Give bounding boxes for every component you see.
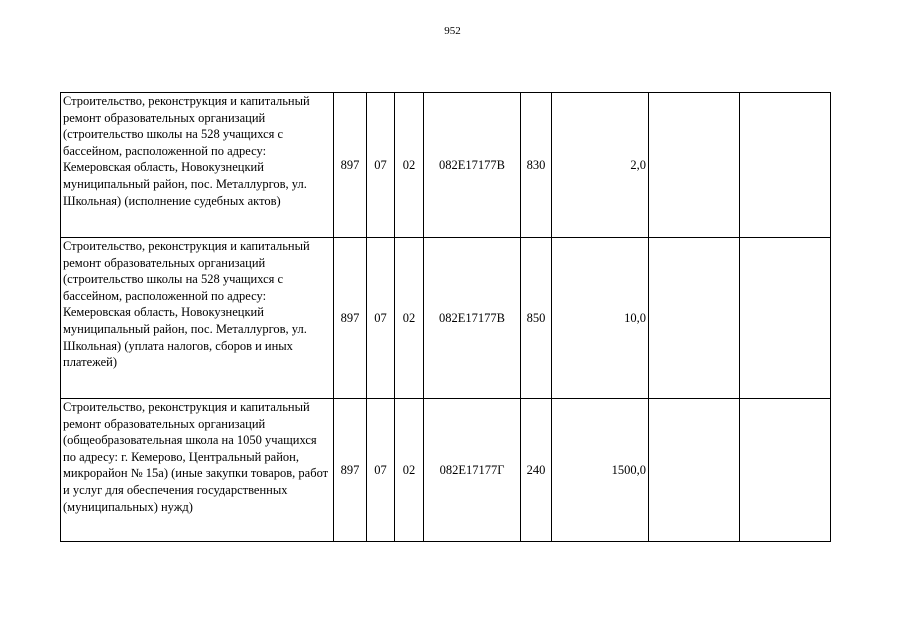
section-code: 07 <box>367 238 395 399</box>
empty-cell <box>649 399 740 542</box>
section-code: 07 <box>367 399 395 542</box>
table-row <box>61 238 831 399</box>
ministry-code: 897 <box>334 399 367 542</box>
row-description: Строительство, реконструкция и капитальный ремонт образовательных организаций (строительство школы на 528 учащихся с бассейном, расположенной по адресу: Кемеровская область, Новокузнецкий муниципальный район, пос. Металлургов, ул. Школьная) (уплата налогов, сборов и иных платежей) <box>61 238 334 399</box>
expense-type-code: 240 <box>521 399 552 542</box>
table-row <box>61 399 831 542</box>
target-article-code: 082E17177В <box>424 238 521 399</box>
row-description: Строительство, реконструкция и капитальный ремонт образовательных организаций (общеобразовательная школа на 1050 учащихся по адресу: г. Кемерово, Центральный район, микрорайон № 15а) (иные закупки товаров, работ и услуг для обеспечения государственных (муниципальных) нужд) <box>61 399 334 542</box>
amount-value: 10,0 <box>552 238 649 399</box>
empty-cell <box>740 93 831 238</box>
ministry-code: 897 <box>334 238 367 399</box>
subsection-code: 02 <box>395 399 424 542</box>
empty-cell <box>740 238 831 399</box>
amount-value: 1500,0 <box>552 399 649 542</box>
budget-table <box>60 92 831 542</box>
target-article-code: 082E17177В <box>424 93 521 238</box>
empty-cell <box>649 238 740 399</box>
subsection-code: 02 <box>395 93 424 238</box>
subsection-code: 02 <box>395 238 424 399</box>
page-number: 952 <box>444 25 461 37</box>
expense-type-code: 850 <box>521 238 552 399</box>
empty-cell <box>740 399 831 542</box>
section-code: 07 <box>367 93 395 238</box>
ministry-code: 897 <box>334 93 367 238</box>
row-description: Строительство, реконструкция и капитальный ремонт образовательных организаций (строительство школы на 528 учащихся с бассейном, расположенной по адресу: Кемеровская область, Новокузнецкий муниципальный район, пос. Металлургов, ул. Школьная) (исполнение судебных актов) <box>61 93 334 238</box>
target-article-code: 082Е17177Г <box>424 399 521 542</box>
table-row <box>61 93 831 238</box>
expense-type-code: 830 <box>521 93 552 238</box>
empty-cell <box>649 93 740 238</box>
amount-value: 2,0 <box>552 93 649 238</box>
